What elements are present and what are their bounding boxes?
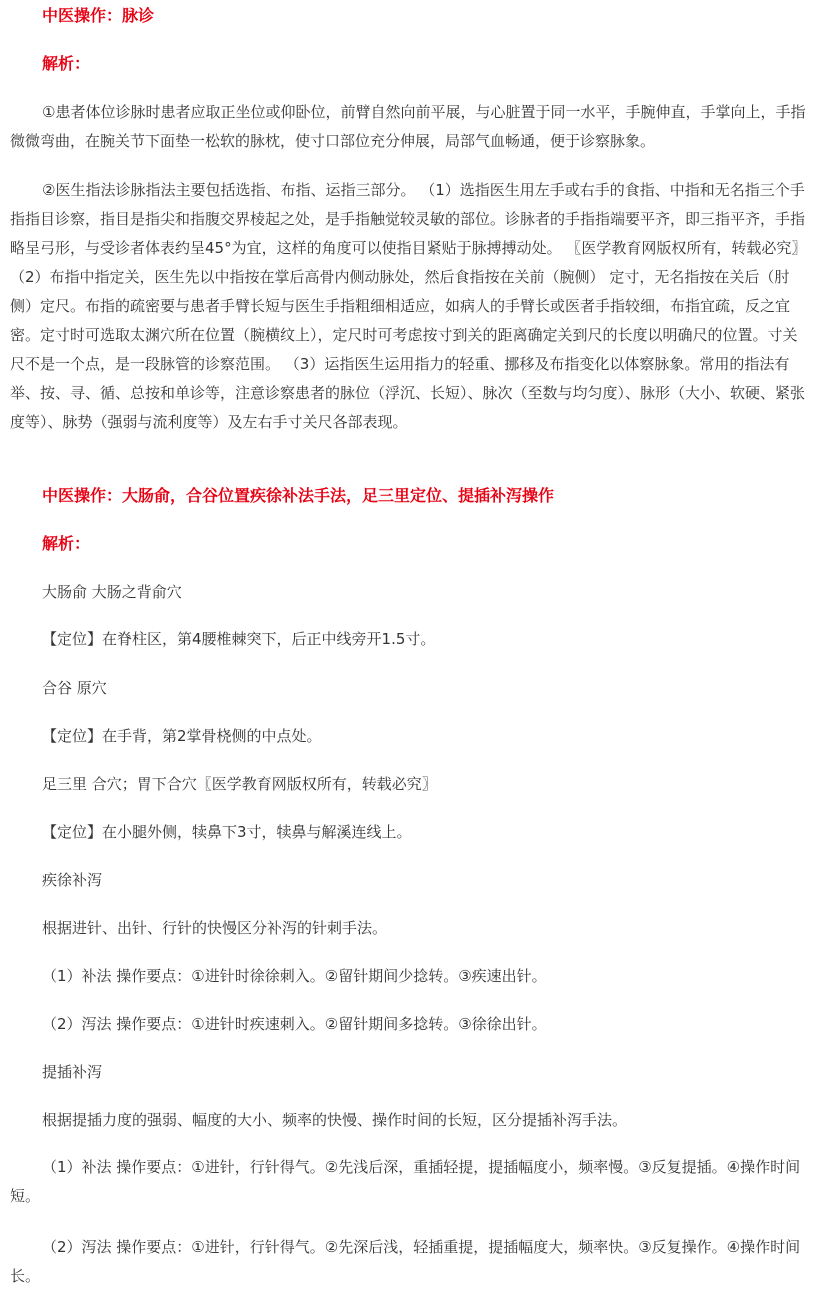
- line-hegu-location: 【定位】在手背，第2掌骨桡侧的中点处。: [42, 727, 322, 745]
- line-ticha-bu: （1）补法 操作要点：①进针，行针得气。②先浅后深，重插轻提，提插幅度小，频率慢。③反复提插。④操作时间短。: [10, 1158, 801, 1205]
- analysis-label: 解析：: [42, 534, 91, 553]
- line-zusanli: 足三里 合穴；胃下合穴〖医学教育网版权所有，转载必究〗: [42, 775, 437, 793]
- paragraph-patient-position: ①患者体位诊脉时患者应取正坐位或仰卧位，前臂自然向前平展，与心脏置于同一水平，手腕伸直，手掌向上，手指微微弯曲，在腕关节下面垫一松软的脉枕，使寸口部位充分伸展，局部气血畅通，便于诊察脉象。: [10, 103, 806, 150]
- paragraph-doctor-fingering: ②医生指法诊脉指法主要包括选指、布指、运指三部分。 （1）选指医生用左手或右手的食指、中指和无名指三个手指指目诊察，指目是指尖和指腹交界棱起之处，是手指触觉较灵敏的部位。诊脉者的手指指端要平齐，即三指平齐，手指略呈弓形，与受诊者体表约呈45°为宜，这样的角度可以使指目紧贴于脉搏搏动处。 〖医学教育网版权所有，转载必究〗（2）布指中指定关，医生先以中指按在掌后高骨内侧动脉处，然后食指按在关前（腕侧） 定寸，无名指按在关后（肘侧）定尺。布指的疏密要与患者手臂长短与医生手指粗细相适应，如病人的手臂长或医者手指较细，布指宜疏，反之宜密。定寸时可选取太渊穴所在位置（腕横纹上），定尺时可考虑按寸到关的距离确定关到尺的长度以明确尺的位置。寸关尺不是一个点，是一段脉管的诊察范围。 （3）运指医生运用指力的轻重、挪移及布指变化以体察脉象。常用的指法有举、按、寻、循、总按和单诊等，注意诊察患者的脉位（浮沉、长短）、脉次（至数与均匀度）、脉形（大小、软硬、紧张度等）、脉势（强弱与流利度等）及左右手寸关尺各部表现。: [10, 181, 807, 431]
- line-hegu: 合谷 原穴: [42, 679, 107, 697]
- line-ticha-desc: 根据提插力度的强弱、幅度的大小、频率的快慢、操作时间的长短，区分提插补泻手法。: [42, 1111, 628, 1129]
- line-jixu-bu: （1）补法 操作要点：①进针时徐徐刺入。②留针期间少捻转。③疾速出针。: [42, 967, 547, 985]
- line-jixu-title: 疾徐补泻: [42, 871, 103, 889]
- section-title-acupoints: 中医操作：大肠俞，合谷位置疾徐补法手法，足三里定位、提插补泻操作: [42, 486, 555, 505]
- line-jixu-desc: 根据进针、出针、行针的快慢区分补泻的针刺手法。: [42, 919, 388, 937]
- line-ticha-title: 提插补泻: [42, 1063, 103, 1081]
- line-dachangshu: 大肠俞 大肠之背俞穴: [42, 583, 182, 601]
- line-jixu-xie: （2）泻法 操作要点：①进针时疾速刺入。②留针期间多捻转。③徐徐出针。: [42, 1015, 547, 1033]
- line-ticha-xie: （2）泻法 操作要点：①进针，行针得气。②先深后浅，轻插重提，提插幅度大，频率快。③反复操作。④操作时间长。: [10, 1238, 801, 1285]
- line-zusanli-location: 【定位】在小腿外侧，犊鼻下3寸，犊鼻与解溪连线上。: [42, 823, 412, 841]
- analysis-label: 解析：: [42, 54, 91, 73]
- section-title-pulse: 中医操作：脉诊: [42, 6, 155, 25]
- line-dachangshu-location: 【定位】在脊柱区，第4腰椎棘突下，后正中线旁开1.5寸。: [42, 630, 436, 648]
